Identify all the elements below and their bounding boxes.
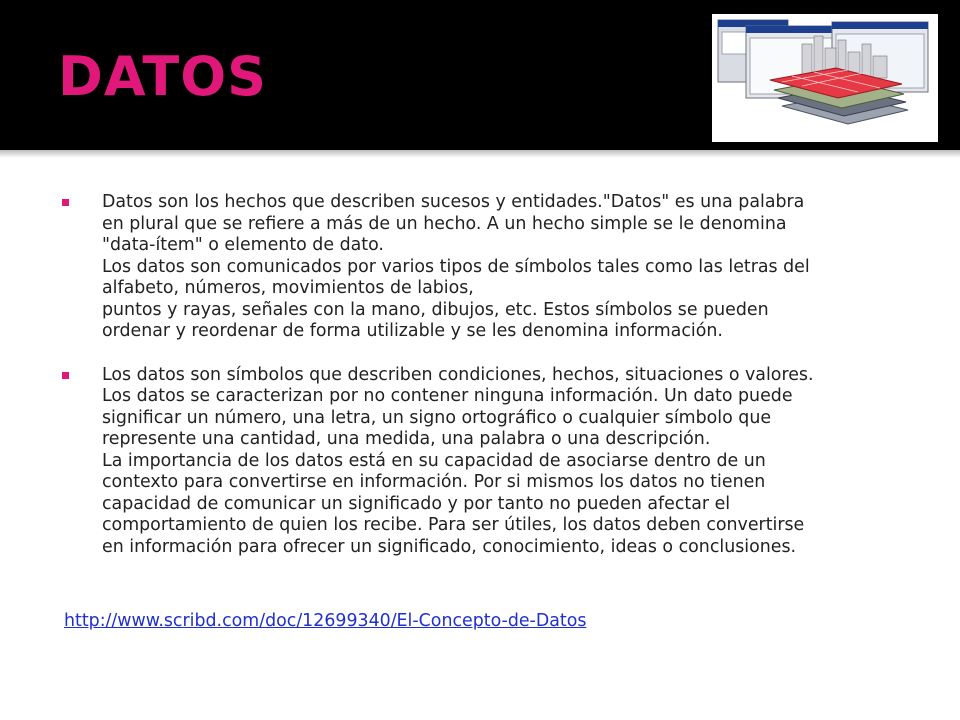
- text-line: significar un número, una letra, un signo ortográfico o cualquier símbolo que: [102, 407, 772, 428]
- text-line: puntos y rayas, señales con la mano, dibujos, etc. Estos símbolos se pueden: [102, 299, 769, 320]
- text-line: en información para ofrecer un significado, conocimiento, ideas o conclusiones.: [102, 536, 797, 557]
- gis-data-layers-image: [712, 14, 938, 142]
- text-line: Datos son los hechos que describen sucesos y entidades."Datos" es una palabra: [102, 192, 805, 212]
- title-divider: [0, 150, 960, 158]
- slide-body: [60, 192, 920, 558]
- bullet-square-icon: [62, 199, 69, 206]
- bullet-square-icon: [62, 372, 69, 379]
- text-line: Los datos son símbolos que describen condiciones, hechos, situaciones o valores.: [102, 364, 814, 385]
- source-link[interactable]: http://www.scribd.com/doc/12699340/El-Concepto-de-Datos: [64, 611, 587, 631]
- text-line: La importancia de los datos está en su capacidad de asociarse dentro de un: [102, 450, 766, 471]
- text-line: alfabeto, números, movimientos de labios,: [102, 278, 474, 298]
- text-line: ordenar y reordenar de forma utilizable y se les denomina información.: [102, 321, 723, 341]
- bullet-item: [60, 365, 920, 559]
- text-line: Los datos se caracterizan por no contener ninguna información. Un dato puede: [102, 386, 793, 406]
- slide-title: DATOS: [58, 45, 268, 108]
- text-line: Los datos son comunicados por varios tipos de símbolos tales como las letras del: [102, 256, 810, 277]
- text-line: comportamiento de quien los recibe. Para ser útiles, los datos deben convertirse: [102, 515, 805, 535]
- bullet-item: [60, 192, 920, 343]
- text-line: represente una cantidad, una medida, una palabra o una descripción.: [102, 429, 711, 449]
- text-line: capacidad de comunicar un significado y por tanto no pueden afectar el: [102, 493, 731, 514]
- text-line: "data-ítem" o elemento de dato.: [102, 235, 384, 255]
- text-line: contexto para convertirse en información. Por si mismos los datos no tienen: [102, 472, 766, 492]
- text-line: en plural que se refiere a más de un hecho. A un hecho simple se le denomina: [102, 213, 787, 234]
